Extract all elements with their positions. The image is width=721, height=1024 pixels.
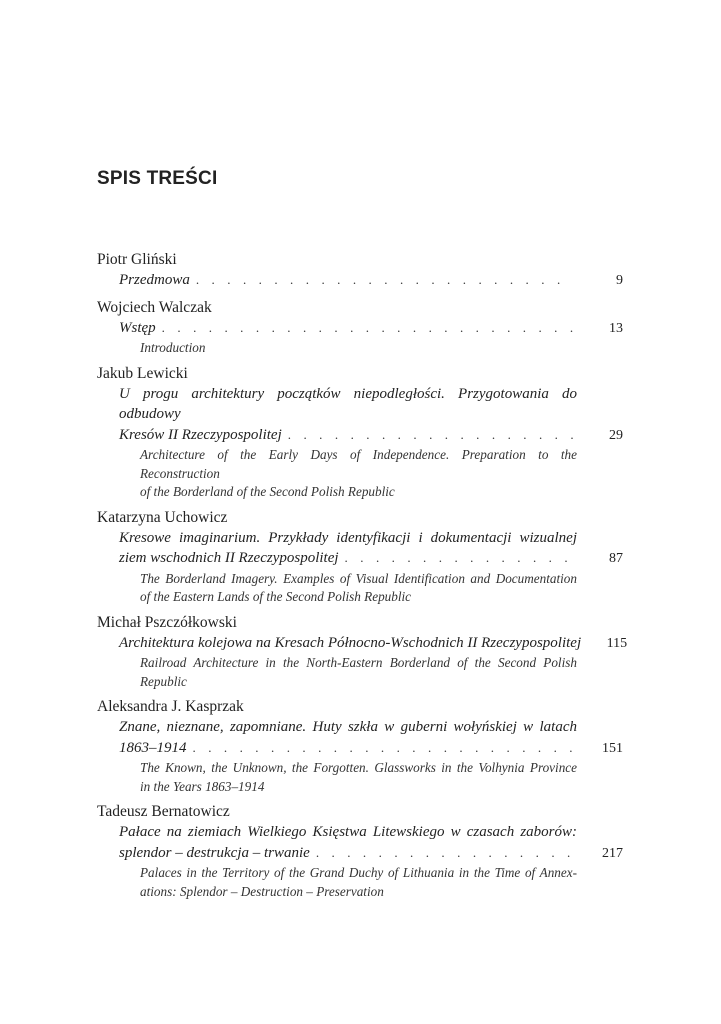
entry-title: ziem wschodnich II Rzeczypospolitej: [119, 550, 339, 566]
entry-title: Przedmowa: [119, 272, 190, 288]
entry-author: Aleksandra J. Kasprzak: [97, 698, 244, 715]
toc-entry: [97, 508, 623, 607]
entry-author: Wojciech Walczak: [97, 298, 212, 316]
leader-dots: [288, 425, 573, 446]
entry-title: Pałace na ziemiach Wielkiego Księstwa Litewskiego w czasach zaborów:: [119, 824, 577, 840]
toc-entry: [97, 250, 623, 292]
entry-english-title: Architecture of the Early Days of Independence. Preparation to the Reconstruction of the Borderland of the Second Polish Republic: [140, 447, 577, 499]
entry-title: U progu architektury początków niepodległości. Przygotowania do odbudowy: [119, 385, 577, 422]
leader-dots: [196, 270, 573, 291]
entry-title: Wstęp: [119, 319, 156, 336]
entry-english-title: Railroad Architecture in the North-Eastern Borderland of the Second Polish Republic: [140, 655, 577, 689]
entry-title: 1863–1914: [119, 739, 187, 756]
entry-author: Michał Pszczółkowski: [97, 613, 237, 631]
leader-dots: [162, 318, 573, 339]
entry-author: Tadeusz Bernatowicz: [97, 803, 230, 820]
toc-entry: [97, 364, 623, 502]
entry-author: Jakub Lewicki: [97, 364, 188, 382]
page-heading: SPIS TREŚCI: [97, 168, 218, 189]
entry-title: Kresowe imaginarium. Przykłady identyfikacji i dokumentacji wizualnej: [119, 529, 577, 546]
entry-english-title: Palaces in the Territory of the Grand Duchy of Lithuania in the Time of Annex- ations: Splendor – Destruction – Preservation: [140, 865, 577, 899]
toc-entry: [97, 613, 628, 692]
leader-dots: [345, 548, 573, 569]
entry-title: Znane, nieznane, zapomniane. Huty szkła w guberni wołyńskiej w latach: [119, 719, 577, 735]
entry-title: splendor – destrukcja – trwanie: [119, 844, 310, 861]
entry-page-number: 87: [609, 551, 623, 566]
leader-dots: [193, 738, 574, 759]
entry-page-number: 29: [609, 427, 623, 443]
entry-title: Kresów II Rzeczypospolitej: [119, 426, 282, 443]
entry-english-title: Introduction: [140, 340, 206, 355]
leader-dots: [316, 843, 573, 864]
entry-english-title: The Known, the Unknown, the Forgotten. Glassworks in the Volhynia Province in the Years 1863–1914: [140, 760, 577, 794]
entry-title: Architektura kolejowa na Kresach Północno-Wschodnich II Rzeczypospolitej: [119, 634, 582, 651]
toc-entry: [97, 697, 623, 796]
entry-author: Katarzyna Uchowicz: [97, 508, 228, 526]
entry-page-number: 9: [616, 273, 623, 288]
entry-page-number: 151: [602, 740, 623, 756]
toc-entry: [97, 802, 623, 901]
entry-page-number: 13: [609, 320, 623, 336]
entry-page-number: 217: [602, 845, 623, 861]
toc-entry: [97, 298, 623, 358]
entry-page-number: 115: [606, 635, 628, 651]
entry-english-title: The Borderland Imagery. Examples of Visual Identification and Documentation of the Eastern Lands of the Second Polish Republic: [140, 570, 577, 604]
table-of-contents: [97, 250, 628, 907]
entry-author: Piotr Gliński: [97, 251, 177, 268]
